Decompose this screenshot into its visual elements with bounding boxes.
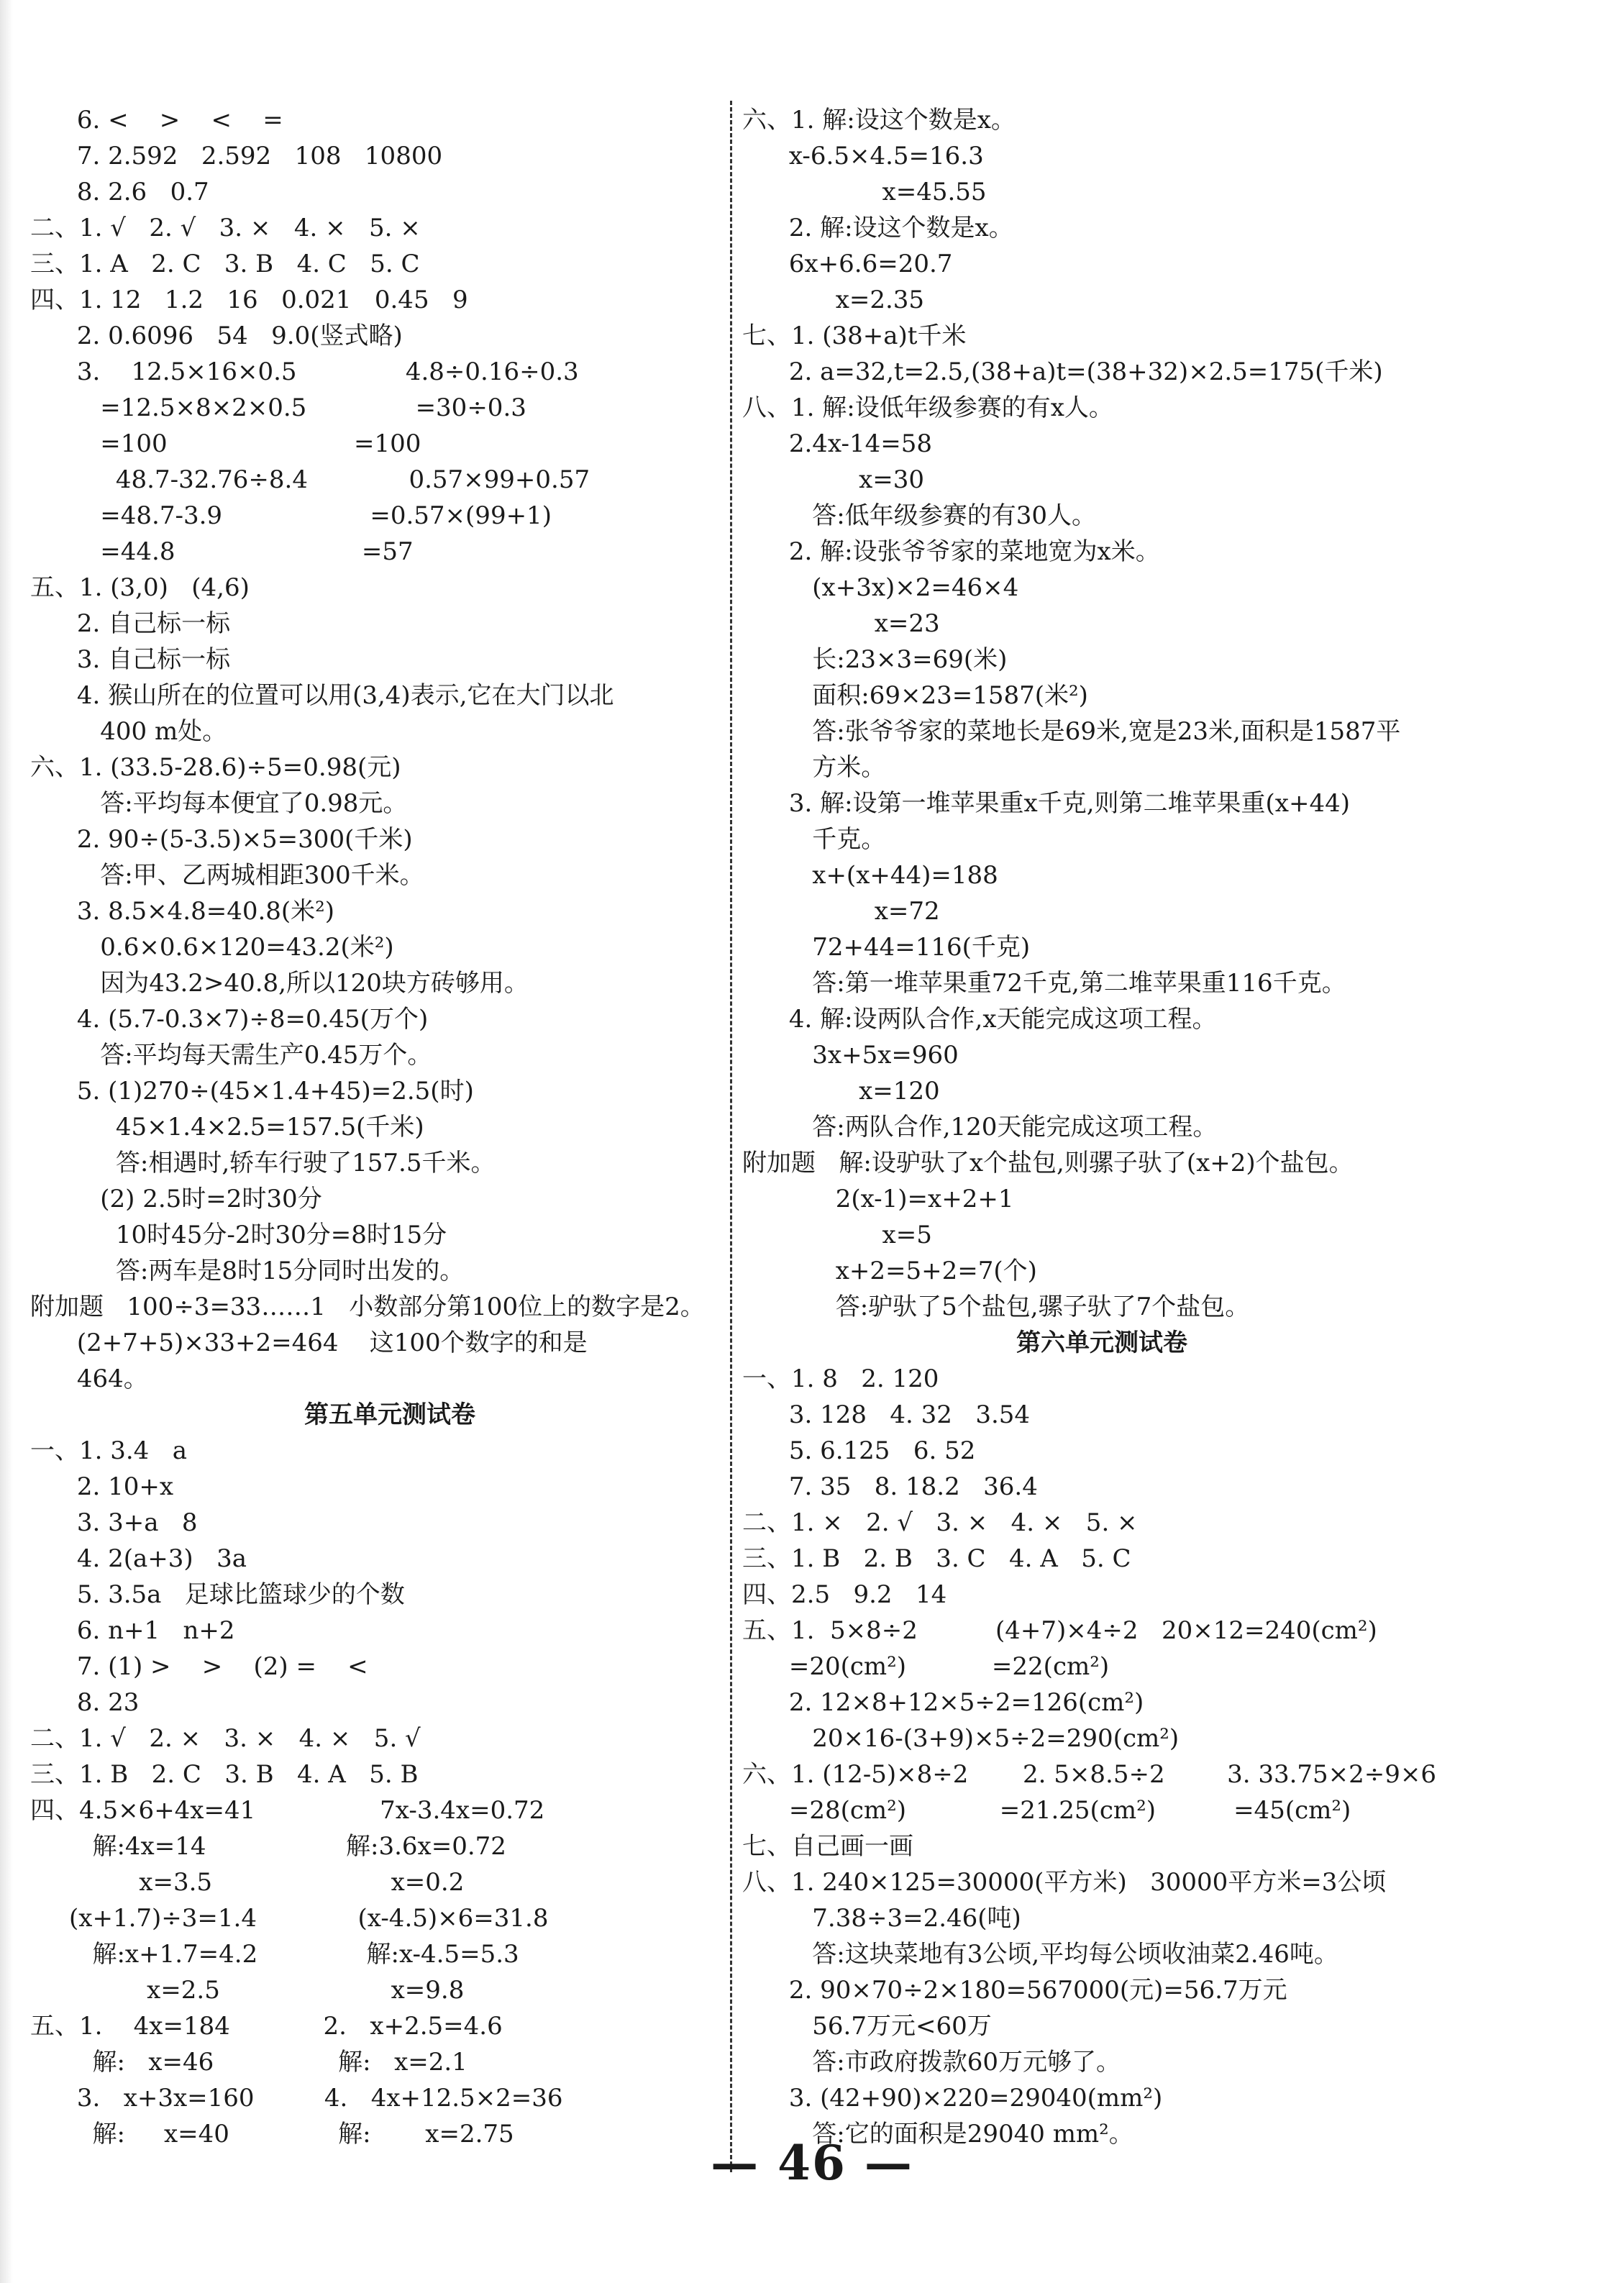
answer-line: 4. 2(a+3) 3a xyxy=(30,1544,247,1573)
answer-line: 3. 8.5×4.8=40.8(米²) xyxy=(30,897,335,926)
answer-line: x=23 xyxy=(742,609,940,638)
answer-line: 面积:69×23=1587(米²) xyxy=(742,681,1088,710)
answer-line: x+2=5+2=7(个) xyxy=(742,1257,1037,1285)
answer-line: =44.8 =57 xyxy=(30,537,414,566)
answer-line: 解:x+1.7=4.2 解:x-4.5=5.3 xyxy=(30,1940,519,1969)
left-answer-column xyxy=(30,102,749,2152)
answer-line: 3. 3+a 8 xyxy=(30,1508,198,1537)
answer-line: 6x+6.6=20.7 xyxy=(742,250,953,278)
answer-line: 二、1. × 2. √ 3. × 4. × 5. × xyxy=(742,1508,1138,1537)
answer-line: 4. 解:设两队合作,x天能完成这项工程。 xyxy=(742,1005,1217,1034)
answer-line: 7. (1) > > (2) = < xyxy=(30,1652,368,1681)
answer-line: 六、1. 解:设这个数是x。 xyxy=(742,106,1016,135)
answer-line: x=30 xyxy=(742,465,925,494)
answer-line: 2. 解:设张爷爷家的菜地宽为x米。 xyxy=(742,537,1160,566)
answer-line: 解: x=40 解: x=2.75 xyxy=(30,2120,514,2148)
answer-line: 答:这块菜地有3公顷,平均每公顷收油菜2.46吨。 xyxy=(742,1940,1338,1969)
answer-line: 答:第一堆苹果重72千克,第二堆苹果重116千克。 xyxy=(742,969,1346,998)
answer-line: 答:甲、乙两城相距300千米。 xyxy=(30,861,424,890)
answer-line: 答:市政府拨款60万元够了。 xyxy=(742,2048,1121,2077)
answer-line: 解:4x=14 解:3.6x=0.72 xyxy=(30,1832,506,1861)
answer-line: 千克。 xyxy=(742,825,886,854)
answer-line: 2. a=32,t=2.5,(38+a)t=(38+32)×2.5=175(千米) xyxy=(742,357,1383,386)
answer-line: 长:23×3=69(米) xyxy=(742,645,1008,674)
answer-line: 464。 xyxy=(30,1364,148,1393)
answer-line: 三、1. B 2. C 3. B 4. A 5. B xyxy=(30,1760,419,1789)
answer-line: =48.7-3.9 =0.57×(99+1) xyxy=(30,501,552,530)
page-edge-shadow xyxy=(0,0,13,2283)
answer-line: 五、1. 5×8÷2 (4+7)×4÷2 20×12=240(cm²) xyxy=(742,1616,1377,1645)
answer-line: x=2.5 x=9.8 xyxy=(30,1976,465,2005)
answer-line: 答:平均每本便宜了0.98元。 xyxy=(30,789,408,818)
answer-line: 3. (42+90)×220=29040(mm²) xyxy=(742,2084,1163,2113)
answer-line: 5. (1)270÷(45×1.4+45)=2.5(时) xyxy=(30,1077,474,1106)
page-number: — 46 — xyxy=(711,2135,913,2191)
answer-line: 20×16-(3+9)×5÷2=290(cm²) xyxy=(742,1724,1180,1753)
answer-line: 七、1. (38+a)t千米 xyxy=(742,322,967,350)
answer-line: 一、1. 8 2. 120 xyxy=(742,1364,939,1393)
answer-line: 8. 23 xyxy=(30,1688,140,1717)
answer-line: 3x+5x=960 xyxy=(742,1041,959,1070)
answer-line: 答:低年级参赛的有30人。 xyxy=(742,501,1096,530)
answer-line: (x+1.7)÷3=1.4 (x-4.5)×6=31.8 xyxy=(30,1904,549,1933)
answer-line: 0.6×0.6×120=43.2(米²) xyxy=(30,933,394,962)
answer-line: (2+7+5)×33+2=464 这100个数字的和是 xyxy=(30,1329,588,1357)
answer-line: 八、1. 解:设低年级参赛的有x人。 xyxy=(742,393,1113,422)
answer-line: 五、1. (3,0) (4,6) xyxy=(30,573,250,602)
answer-line: 答:驴驮了5个盐包,骡子驮了7个盐包。 xyxy=(742,1293,1250,1321)
answer-line: 3. 解:设第一堆苹果重x千克,则第二堆苹果重(x+44) xyxy=(742,789,1350,818)
answer-line: =20(cm²) =22(cm²) xyxy=(742,1652,1110,1681)
answer-line: (x+3x)×2=46×4 xyxy=(742,573,1019,602)
answer-line: 72+44=116(千克) xyxy=(742,933,1031,962)
answer-line: x=45.55 xyxy=(742,178,987,206)
answer-line: 2. 90÷(5-3.5)×5=300(千米) xyxy=(30,825,413,854)
answer-line: 二、1. √ 2. √ 3. × 4. × 5. × xyxy=(30,214,421,242)
answer-line: 答:张爷爷家的菜地长是69米,宽是23米,面积是1587平 xyxy=(742,717,1401,746)
answer-line: 3. x+3x=160 4. 4x+12.5×2=36 xyxy=(30,2084,563,2113)
answer-line: 400 m处。 xyxy=(30,717,227,746)
answer-line: x+(x+44)=188 xyxy=(742,861,998,890)
section-title: 第五单元测试卷 xyxy=(304,1400,475,1429)
answer-line: 方米。 xyxy=(742,753,886,782)
answer-line: 2. 12×8+12×5÷2=126(cm²) xyxy=(742,1688,1144,1717)
answer-line: 2. 0.6096 54 9.0(竖式略) xyxy=(30,322,403,350)
answer-line: x=3.5 x=0.2 xyxy=(30,1868,465,1897)
answer-line: 3. 自己标一标 xyxy=(30,645,231,674)
answer-line: 3. 128 4. 32 3.54 xyxy=(742,1400,1031,1429)
answer-line: 五、1. 4x=184 2. x+2.5=4.6 xyxy=(30,2012,503,2041)
answer-line: 6. < > < = xyxy=(30,106,283,135)
answer-line: 2. 10+x xyxy=(30,1472,174,1501)
answer-line: 八、1. 240×125=30000(平方米) 30000平方米=3公顷 xyxy=(742,1868,1387,1897)
answer-line: x=120 xyxy=(742,1077,940,1106)
answer-line: 56.7万元<60万 xyxy=(742,2012,992,2041)
answer-line: 六、1. (12-5)×8÷2 2. 5×8.5÷2 3. 33.75×2÷9×6 xyxy=(742,1760,1437,1789)
answer-line: 6. n+1 n+2 xyxy=(30,1616,235,1645)
answer-line: x=2.35 xyxy=(742,286,925,314)
answer-line: =100 =100 xyxy=(30,429,421,458)
answer-line: 三、1. A 2. C 3. B 4. C 5. C xyxy=(30,250,420,278)
answer-line: 附加题 100÷3=33……1 小数部分第100位上的数字是2。 xyxy=(30,1293,705,1321)
answer-line: 7. 35 8. 18.2 36.4 xyxy=(742,1472,1038,1501)
answer-line: 2. 自己标一标 xyxy=(30,609,231,638)
answer-line: 10时45分-2时30分=8时15分 xyxy=(30,1221,447,1249)
answer-line: 二、1. √ 2. × 3. × 4. × 5. √ xyxy=(30,1724,421,1753)
answer-line: 六、1. (33.5-28.6)÷5=0.98(元) xyxy=(30,753,401,782)
answer-line: 7.38÷3=2.46(吨) xyxy=(742,1904,1021,1933)
answer-line: =28(cm²) =21.25(cm²) =45(cm²) xyxy=(742,1796,1351,1825)
answer-line: 答:两队合作,120天能完成这项工程。 xyxy=(742,1113,1218,1142)
answer-line: 5. 3.5a 足球比篮球少的个数 xyxy=(30,1580,405,1609)
answer-line: 三、1. B 2. B 3. C 4. A 5. C xyxy=(742,1544,1131,1573)
answer-line: 四、2.5 9.2 14 xyxy=(742,1580,947,1609)
answer-line: =12.5×8×2×0.5 =30÷0.3 xyxy=(30,393,526,422)
answer-line: x=5 xyxy=(742,1221,932,1249)
answer-line: (2) 2.5时=2时30分 xyxy=(30,1185,322,1213)
answer-line: 四、4.5×6+4x=41 7x-3.4x=0.72 xyxy=(30,1796,545,1825)
answer-line: 2. 解:设这个数是x。 xyxy=(742,214,1013,242)
right-answer-column xyxy=(742,102,1461,2152)
column-divider xyxy=(730,101,732,2172)
answer-line: 答:它的面积是29040 mm²。 xyxy=(742,2120,1133,2148)
answer-line: 答:相遇时,轿车行驶了157.5千米。 xyxy=(30,1149,496,1177)
section-title: 第六单元测试卷 xyxy=(1016,1329,1187,1357)
answer-line: 3. 12.5×16×0.5 4.8÷0.16÷0.3 xyxy=(30,357,579,386)
answer-line: 附加题 解:设驴驮了x个盐包,则骡子驮了(x+2)个盐包。 xyxy=(742,1149,1354,1177)
answer-line: 一、1. 3.4 a xyxy=(30,1436,188,1465)
answer-line: 答:两车是8时15分同时出发的。 xyxy=(30,1257,465,1285)
answer-line: 48.7-32.76÷8.4 0.57×99+0.57 xyxy=(30,465,590,494)
answer-line: 7. 2.592 2.592 108 10800 xyxy=(30,142,443,170)
answer-line: 七、自己画一画 xyxy=(742,1832,913,1861)
answer-line: 4. 猴山所在的位置可以用(3,4)表示,它在大门以北 xyxy=(30,681,614,710)
answer-line: 45×1.4×2.5=157.5(千米) xyxy=(30,1113,424,1142)
answer-line: 8. 2.6 0.7 xyxy=(30,178,209,206)
answer-line: 因为43.2>40.8,所以120块方砖够用。 xyxy=(30,969,529,998)
answer-line: 2.4x-14=58 xyxy=(742,429,932,458)
answer-line: 答:平均每天需生产0.45万个。 xyxy=(30,1041,432,1070)
answer-line: x-6.5×4.5=16.3 xyxy=(742,142,984,170)
answer-line: 解: x=46 解: x=2.1 xyxy=(30,2048,467,2077)
answer-line: 2. 90×70÷2×180=567000(元)=56.7万元 xyxy=(742,1976,1287,2005)
answer-line: x=72 xyxy=(742,897,940,926)
answer-line: 四、1. 12 1.2 16 0.021 0.45 9 xyxy=(30,286,468,314)
answer-line: 5. 6.125 6. 52 xyxy=(742,1436,976,1465)
answer-line: 4. (5.7-0.3×7)÷8=0.45(万个) xyxy=(30,1005,429,1034)
answer-line: 2(x-1)=x+2+1 xyxy=(742,1185,1014,1213)
